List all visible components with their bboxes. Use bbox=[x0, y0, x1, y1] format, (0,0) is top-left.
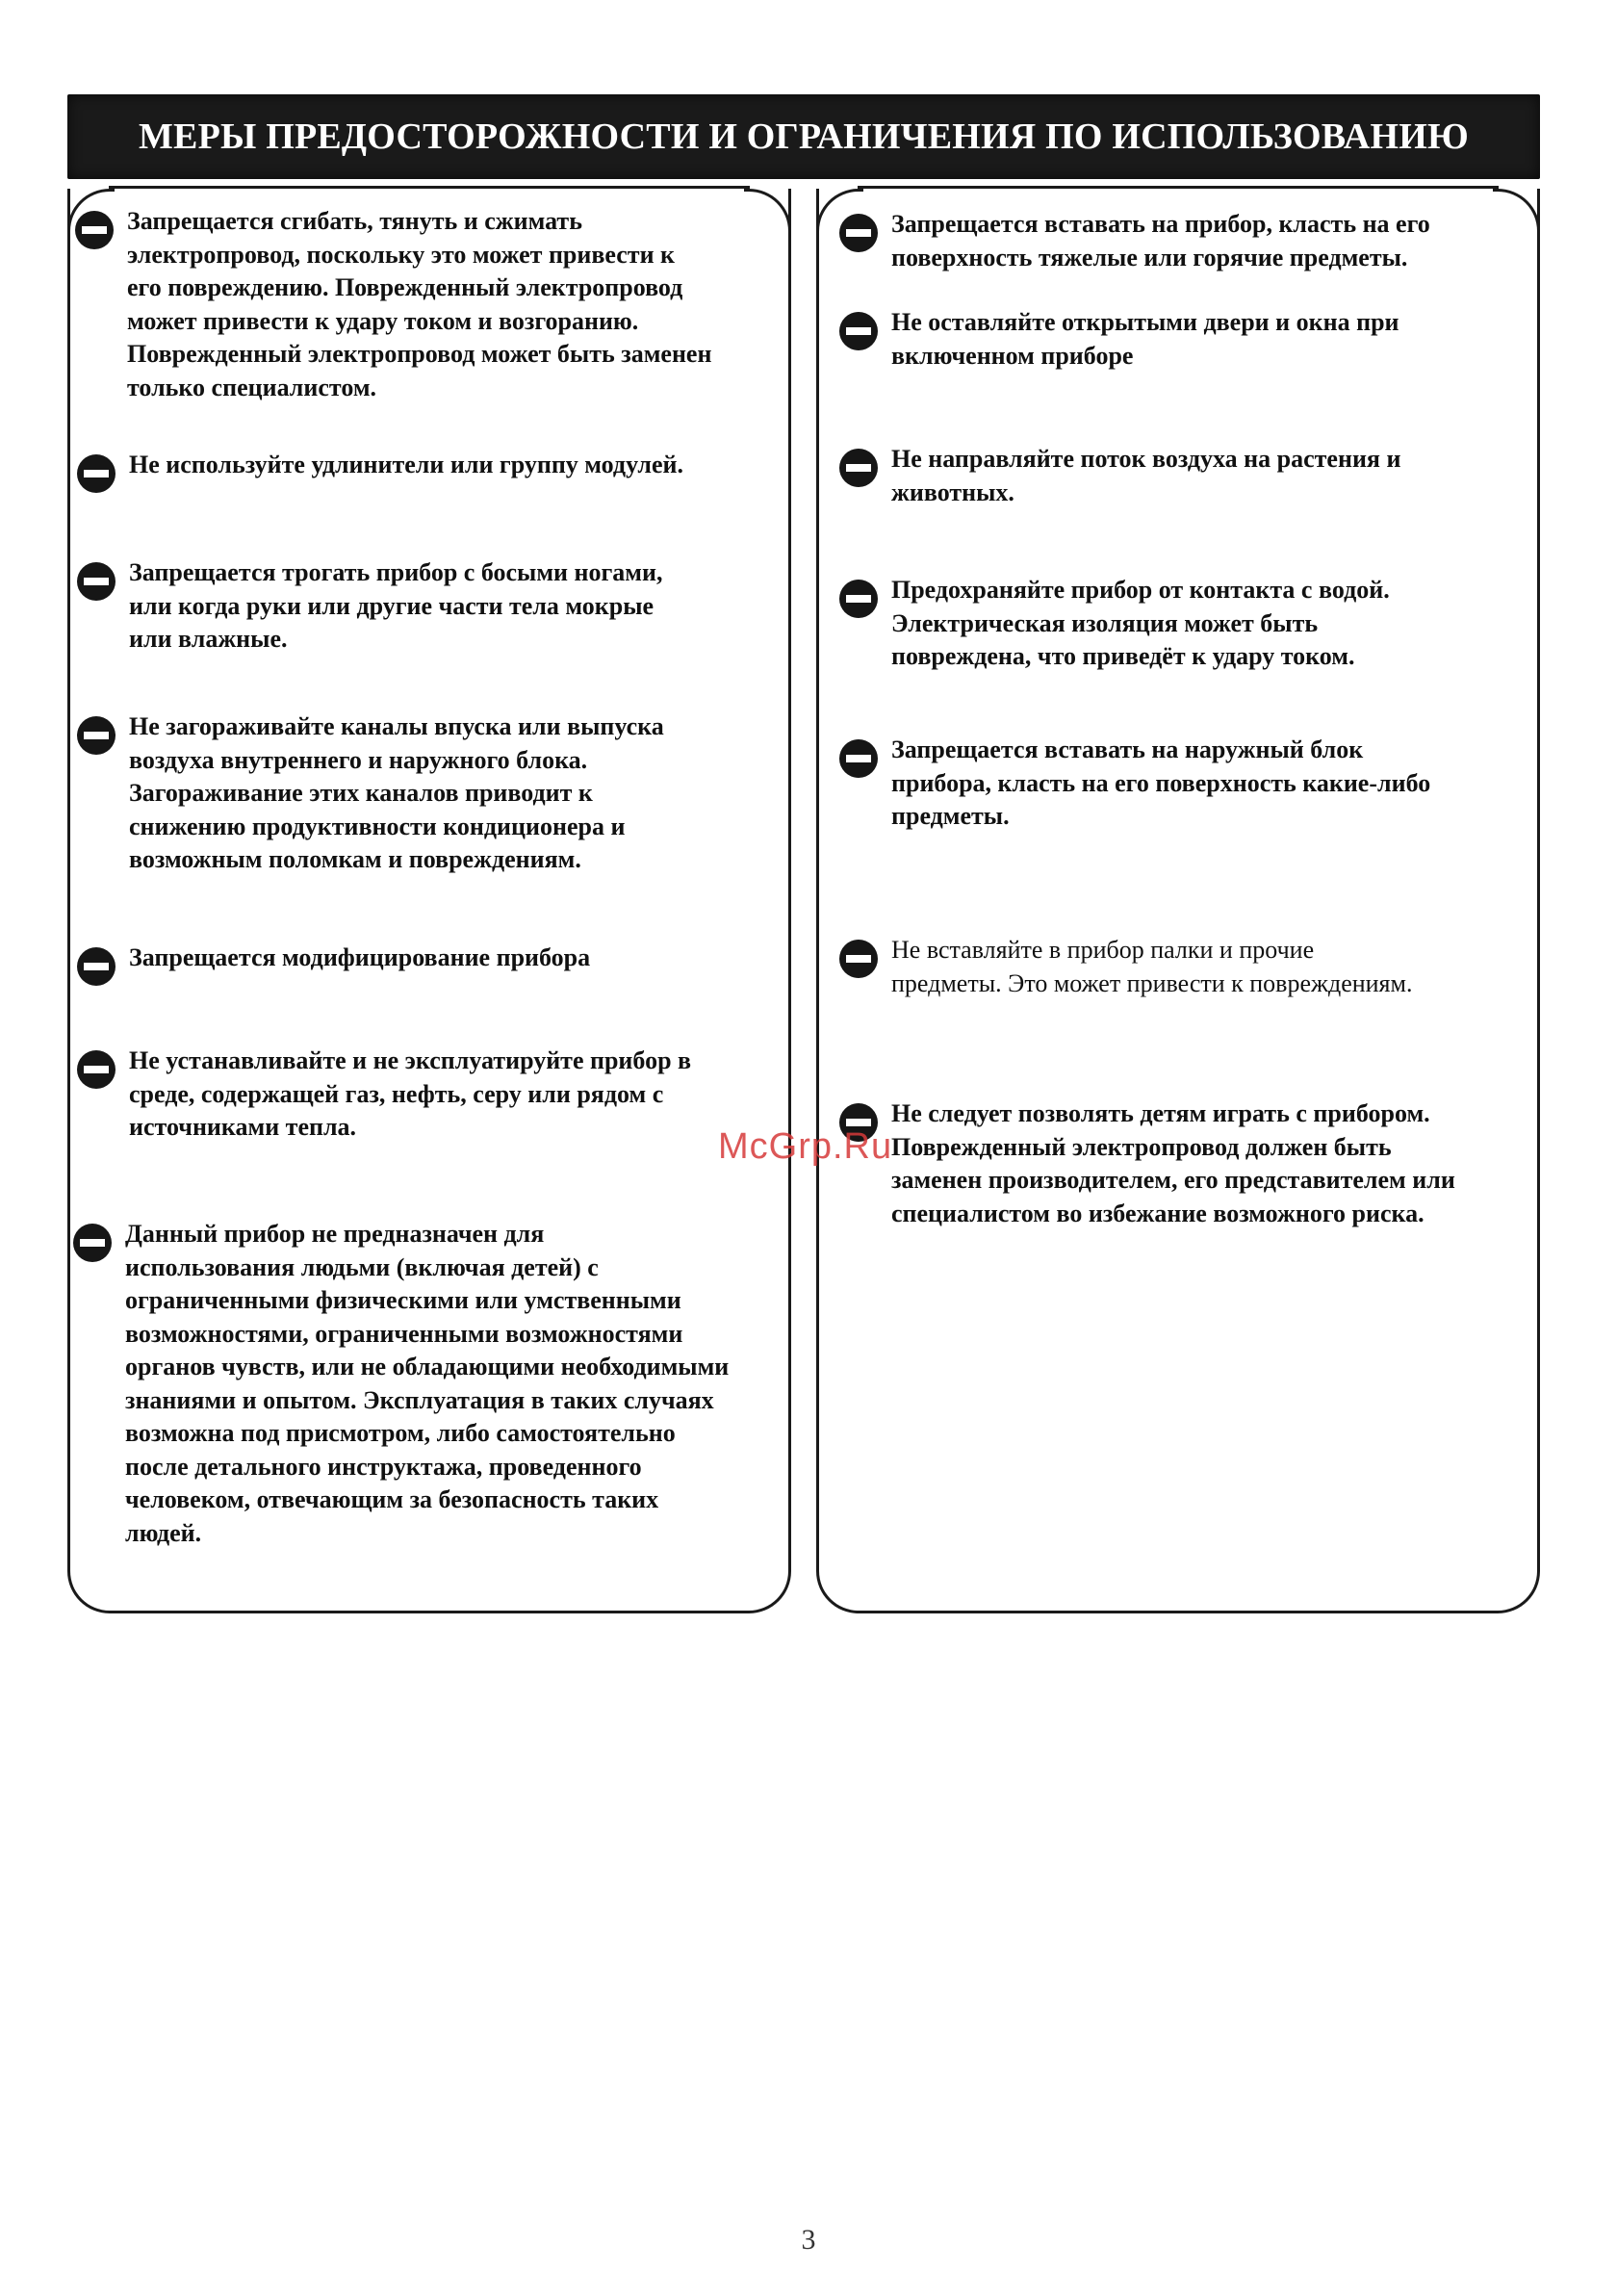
prohibited-icon bbox=[839, 449, 878, 487]
section-header bbox=[67, 94, 1540, 179]
warning-text: Не вставляйте в прибор палки и прочие предметы. Это может привести к повреждениям. bbox=[891, 936, 1413, 997]
warning-text: Запрещается трогать прибор с босыми ногами, или когда руки или другие части тела мокрые или влажные. bbox=[129, 558, 663, 653]
warning-item-children bbox=[839, 1097, 1455, 1230]
warning-item-doors-windows bbox=[839, 306, 1399, 373]
warning-text: Не следует позволять детям играть с прибором. Поврежденный электропровод должен быть заменен производителем, его представителем или специалистом во избежание возможного риска. bbox=[891, 1099, 1455, 1227]
prohibited-icon bbox=[77, 562, 116, 601]
warning-item-extension bbox=[77, 449, 683, 493]
warning-item-sticks bbox=[839, 934, 1412, 1000]
prohibited-icon bbox=[77, 716, 116, 755]
warning-text: Запрещается вставать на наружный блок прибора, класть на его поверхность какие-либо предметы. bbox=[891, 735, 1431, 830]
right-warning-panel bbox=[816, 189, 1540, 1613]
page-number: 3 bbox=[801, 2224, 816, 2256]
warning-item-outdoor-unit bbox=[839, 734, 1430, 834]
warning-text: Предохраняйте прибор от контакта с водой. Электрическая изоляция может быть повреждена, что приведёт к удару током. bbox=[891, 576, 1390, 670]
warning-item-environment bbox=[77, 1045, 691, 1145]
warning-text: Не направляйте поток воздуха на растения и животных. bbox=[891, 445, 1401, 506]
prohibited-icon bbox=[839, 312, 878, 350]
prohibited-icon bbox=[77, 454, 116, 493]
warning-text: Не устанавливайте и не эксплуатируйте прибор в среде, содержащей газ, нефть, серу или рядом с источниками тепла. bbox=[129, 1046, 692, 1141]
warning-text: Запрещается вставать на прибор, класть на его поверхность тяжелые или горячие предметы. bbox=[891, 210, 1430, 271]
warning-text: Не загораживайте каналы впуска или выпуска воздуха внутреннего и наружного блока. Загораживание этих каналов приводит к снижению продуктивности кондиционера и возможным поломкам и повреждениям. bbox=[129, 712, 664, 873]
prohibited-icon bbox=[77, 1050, 116, 1089]
prohibited-icon bbox=[839, 940, 878, 978]
warning-text: Запрещается сгибать, тянуть и сжимать электропровод, поскольку это может привести к его повреждению. Поврежденный электропровод может привести к удару током и возгоранию. Поврежденный электропровод может быть заменен только специалистом. bbox=[127, 207, 712, 401]
warning-item-air-channels bbox=[77, 710, 664, 877]
warning-item-water bbox=[839, 574, 1390, 674]
warning-item-airflow bbox=[839, 443, 1400, 509]
warning-text: Не оставляйте открытыми двери и окна при включенном приборе bbox=[891, 308, 1399, 370]
warning-item-modification bbox=[77, 942, 590, 986]
warning-text: Не используйте удлинители или группу модулей. bbox=[129, 451, 684, 478]
prohibited-icon bbox=[73, 1224, 112, 1262]
prohibited-icon bbox=[839, 739, 878, 778]
prohibited-icon bbox=[839, 214, 878, 252]
prohibited-icon bbox=[77, 947, 116, 986]
prohibited-icon bbox=[75, 211, 114, 249]
section-title: МЕРЫ ПРЕДОСТОРОЖНОСТИ И ОГРАНИЧЕНИЯ ПО ИСПОЛЬЗОВАНИЮ bbox=[138, 116, 1470, 157]
watermark: McGrp.Ru bbox=[718, 1126, 893, 1167]
prohibited-icon bbox=[839, 580, 878, 618]
warning-item-limited-persons bbox=[73, 1218, 729, 1550]
warning-item-wet-hands bbox=[77, 556, 663, 657]
warning-text: Запрещается модифицирование прибора bbox=[129, 943, 591, 971]
warning-text: Данный прибор не предназначен для использования людьми (включая детей) с ограниченными физическими или умственными возможностями, ограниченными возможностями органов чувств, или не обладающими необходимыми знаниями и опытом. Эксплуатация в таких случаях возможна под присмотром, либо самостоятельно после детального инструктажа, проведенного человеком, отвечающим за безопасность таких людей. bbox=[125, 1220, 730, 1547]
warning-item-heavy-objects bbox=[839, 208, 1430, 274]
warning-item-power-cord bbox=[75, 205, 711, 404]
